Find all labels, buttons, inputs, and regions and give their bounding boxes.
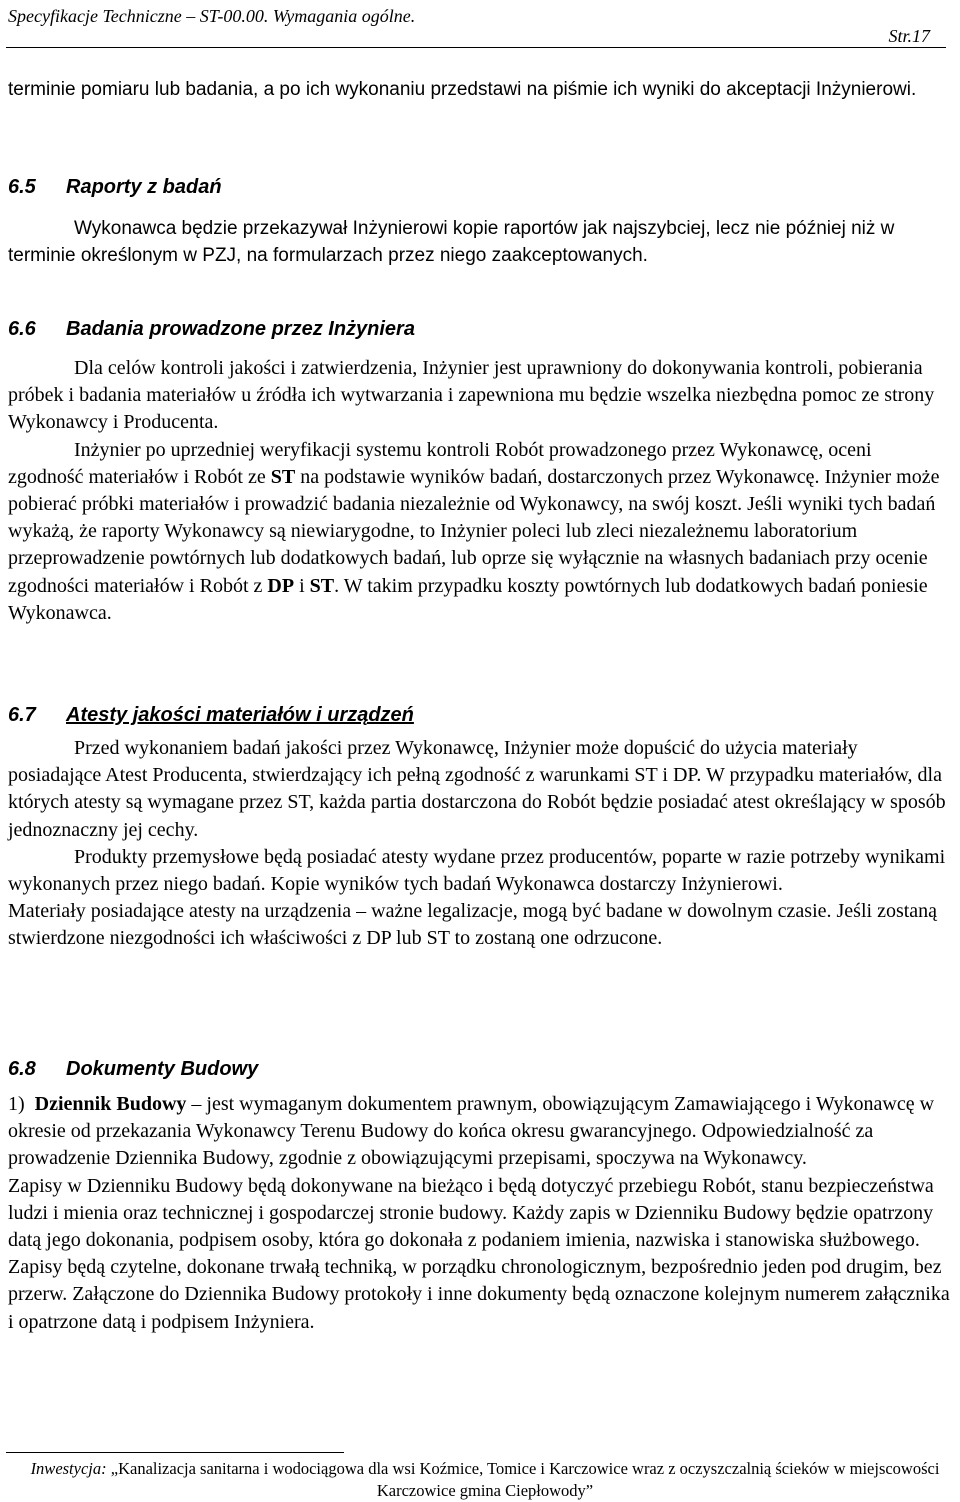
footer-divider <box>6 1452 344 1453</box>
section-title: Raporty z badań <box>66 176 222 198</box>
term-dziennik-budowy: Dziennik Budowy <box>34 1093 187 1115</box>
section-6-7-paragraph-3: Materiały posiadające atesty na urządzenia – ważne legalizacje, mogą być badane w dowolnym czasie. Jeśli zostaną stwierdzone niezgodności ich właściwości z DP lub ST to zostaną one odrzucone. <box>8 900 938 950</box>
section-number: 6.7 <box>8 704 36 726</box>
text-run: na podstawie wyników badań, dostarczonych przez Wykonawcę. Inżynier może pobierać próbki materiałów i prowadzić badania niezależnie od Wykonawcy, na swój koszt. Jeśli wyniki tych badań wykażą, że raporty Wykonawcy są niewiarygodne, to Inżynier poleci lub zleci niezależnemu laboratorium przeprowadzenie powtórnych lub dodatkowych badań, lub oprze się wyłącznie na własnych badaniach przy ocenie zgodności materiałów i Robót z <box>8 465 940 597</box>
section-6-8-paragraph-2: Zapisy w Dzienniku Budowy będą dokonywane na bieżąco i będą dotyczyć przebiegu Robót, stanu bezpieczeństwa ludzi i mienia oraz technicznej i gospodarczej stronie budowy. Każdy zapis w Dzienniku Budowy będzie opatrzony datą jego dokonania, podpisem osoby, która go dokonała z podaniem imienia, nazwiska i stanowiska służbowego. Zapisy będą czytelne, dokonane trwałą techniką, w porządku chronologicznym, bezpośrednio jeden pod drugim, bez przerw. Załączone do Dziennika Budowy protokoły i inne dokumenty będą oznaczone kolejnym numerem załącznika i opatrzone datą i podpisem Inżyniera. <box>8 1174 950 1333</box>
page-number: Str.17 <box>888 26 930 46</box>
text-run: Inżynier po uprzedniej weryfikacji systemu kontroli Robót prowadzonego przez Wykonawcę, oceni zgodność materiałów i Robót ze <box>8 438 872 488</box>
footer-label: Inwestycja: <box>30 1459 111 1478</box>
section-title: Atesty jakości materiałów i urządzeń <box>66 704 414 726</box>
section-6-6-body <box>8 355 952 627</box>
text-run: i <box>294 574 310 597</box>
abbrev-dp: DP <box>267 574 295 597</box>
section-title: Dokumenty Budowy <box>66 1058 259 1080</box>
text-run: . W takim przypadku koszty powtórnych lub dodatkowych badań poniesie Wykonawca. <box>8 574 928 624</box>
section-number: 6.6 <box>8 318 36 340</box>
footer-investment <box>30 1458 940 1502</box>
list-number: 1) <box>8 1093 25 1115</box>
abbrev-st: ST <box>309 574 335 597</box>
section-heading-6-5 <box>8 176 952 199</box>
section-heading-6-6 <box>8 318 952 341</box>
section-6-7-body <box>8 735 952 953</box>
section-6-5-paragraph: Wykonawca będzie przekazywał Inżynierowi kopie raportów jak najszybciej, lecz nie później niż w terminie określonym w PZJ, na formularzach przez niego zaakceptowanych. <box>8 218 895 266</box>
abbrev-st: ST <box>270 465 296 488</box>
footer-text: „Kanalizacja sanitarna i wodociągowa dla wsi Koźmice, Tomice i Karczowice wraz z oczyszczalnią ścieków w miejscowości Karczowice gmina Ciepłowody” <box>110 1459 940 1500</box>
section-6-7-paragraph-1: Przed wykonaniem badań jakości przez Wykonawcę, Inżynier może dopuścić do użycia materiały posiadające Atest Producenta, stwierdzający ich pełną zgodność z warunkami ST i DP. W przypadku materiałów, dla których atesty są wymagane przez ST, każda partia dostarczona do Robót będzie posiadać atest określający w sposób jednoznaczny jej cechy. <box>8 737 946 841</box>
section-6-8-body <box>8 1091 952 1336</box>
section-number: 6.5 <box>8 176 36 198</box>
header-title: Specyfikacje Techniczne – ST-00.00. Wymagania ogólne. <box>8 6 416 26</box>
section-6-8-item-1 <box>8 1091 952 1173</box>
section-title: Badania prowadzone przez Inżyniera <box>66 318 415 340</box>
section-heading-6-7 <box>8 704 952 727</box>
section-number: 6.8 <box>8 1058 36 1080</box>
section-6-7-paragraph-2: Produkty przemysłowe będą posiadać atesty wydane przez producentów, poparte w razie potrzeby wynikami wykonanych przez niego badań. Kopie wyników tych badań Wykonawca dostarczy Inżynierowi. <box>8 845 946 896</box>
intro-paragraph: terminie pomiaru lub badania, a po ich wykonaniu przedstawi na piśmie ich wyniki do akceptacji Inżynierowi. <box>8 79 917 100</box>
header-divider <box>6 47 946 48</box>
section-heading-6-8 <box>8 1058 952 1081</box>
section-6-6-paragraph-1: Dla celów kontroli jakości i zatwierdzenia, Inżynier jest uprawniony do dokonywania kontroli, pobierania próbek i badania materiałów u źródła ich wytwarzania i zapewniona mu będzie wszelka niezbędna pomoc ze strony Wykonawcy i Producenta. <box>8 357 935 434</box>
text-run: – jest wymaganym dokumentem prawnym, obowiązującym Zamawiającego i Wykonawcę w okresie od przekazania Wykonawcy Terenu Budowy do końca okresu gwarancyjnego. Odpowiedzialność za prowadzenie Dziennika Budowy, zgodnie z obowiązującymi przepisami, spoczywa na Wykonawcy. <box>8 1093 935 1170</box>
section-6-6-paragraph-2 <box>8 437 952 627</box>
